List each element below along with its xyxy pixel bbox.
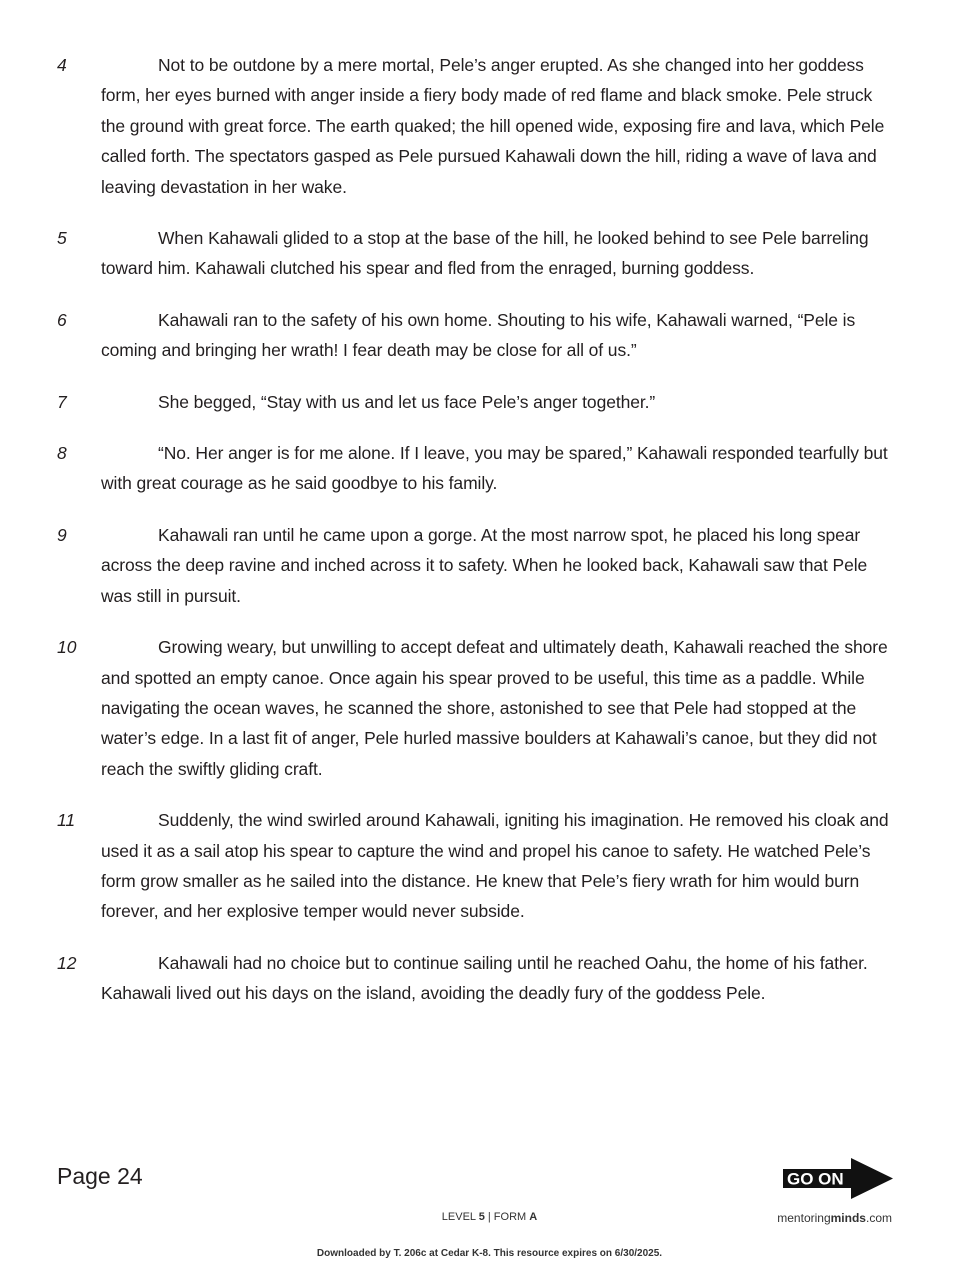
paragraph-9 [57, 520, 897, 611]
paragraph-7 [57, 387, 897, 417]
brand-logo [777, 1211, 892, 1225]
level-number: 5 [478, 1211, 485, 1223]
paragraph-5 [57, 223, 897, 284]
level-prefix: LEVEL [441, 1211, 479, 1223]
paragraph-text: “No. Her anger is for me alone. If I leave, you may be spared,” Kahawali responded tearfully but with great courage as he said goodbye to his family. [101, 443, 888, 494]
paragraph-number: 11 [57, 810, 76, 831]
paragraph-4 [57, 50, 897, 202]
paragraph-text: Not to be outdone by a mere mortal, Pele’s anger erupted. As she changed into her goddess form, her eyes burned with anger inside a fiery body made of red flame and black smoke. Pele struck the ground with great force. The earth quaked; the hill opened wide, exposing fire and lava, which Pele called forth. The spectators gasped as Pele pursued Kahawali down the hill, riding a wave of lava and leaving devastation in her wake. [101, 55, 885, 197]
paragraph-text: Kahawali ran until he came upon a gorge. At the most narrow spot, he placed his long spear across the deep ravine and inched across it to safety. When he looked back, Kahawali saw that Pele was still in pursuit. [101, 524, 868, 606]
paragraph-text: When Kahawali glided to a stop at the base of the hill, he looked behind to see Pele barreling toward him. Kahawali clutched his spear and fled from the enraged, burning goddess. [101, 228, 869, 279]
paragraph-text: Kahawali had no choice but to continue sailing until he reached Oahu, the home of his father. Kahawali lived out his days on the island, avoiding the deadly fury of the goddess Pele. [101, 952, 868, 1004]
paragraph-number: 6 [57, 309, 67, 330]
brand-bold: minds [830, 1211, 866, 1225]
download-notice: Downloaded by T. 206c at Cedar K-8. This resource expires on 6/30/2025. [316, 1248, 663, 1259]
paragraph-number: 12 [57, 952, 77, 973]
paragraph-number: 10 [57, 637, 77, 658]
paragraph-number: 5 [57, 228, 67, 249]
brand-suffix: .com [865, 1211, 892, 1225]
go-on-arrow [783, 1158, 893, 1199]
paragraph-text: Kahawali ran to the safety of his own home. Shouting to his wife, Kahawali warned, “Pele is coming and bringing her wrath! I fear death may be close for all of us.” [101, 309, 856, 361]
paragraph-number: 7 [57, 391, 67, 412]
form-letter: A [529, 1211, 538, 1223]
paragraph-number: 4 [57, 55, 67, 75]
paragraph-number: 9 [57, 524, 67, 545]
paragraph-text: Growing weary, but unwilling to accept defeat and ultimately death, Kahawali reached the shore and spotted an empty canoe. Once again his spear proved to be useful, this time as a paddle. While navigating the ocean waves, he scanned the shore, astonished to see that Pele had stopped at the water’s edge. In a last fit of anger, Pele hurled massive boulders at Kahawali’s canoe, but they did not reach the swiftly gliding craft. [101, 637, 888, 779]
paragraph-10 [57, 632, 897, 784]
paragraph-text: Suddenly, the wind swirled around Kahawali, igniting his imagination. He removed his cloak and used it as a sail atop his spear to capture the wind and propel his canoe to safety. He watched Pele’s form grow smaller as he sailed into the distance. He knew that Pele’s fiery wrath for him would burn forever, and her explosive temper would never subside. [101, 810, 889, 922]
go-on-label: GO ON [787, 1169, 844, 1189]
form-prefix: | FORM [484, 1211, 530, 1223]
paragraph-8 [57, 438, 897, 499]
paragraph-12 [57, 948, 897, 1009]
paragraph-11 [57, 805, 897, 927]
paragraph-number: 8 [57, 443, 67, 464]
page-number: Page 24 [57, 1163, 143, 1189]
paragraph-6 [57, 305, 897, 366]
arrow-right-icon [783, 1158, 893, 1199]
paragraph-text: She begged, “Stay with us and let us face Pele’s anger together.” [158, 391, 656, 412]
passage-content [57, 50, 897, 1030]
brand-light: mentoring [777, 1211, 831, 1225]
